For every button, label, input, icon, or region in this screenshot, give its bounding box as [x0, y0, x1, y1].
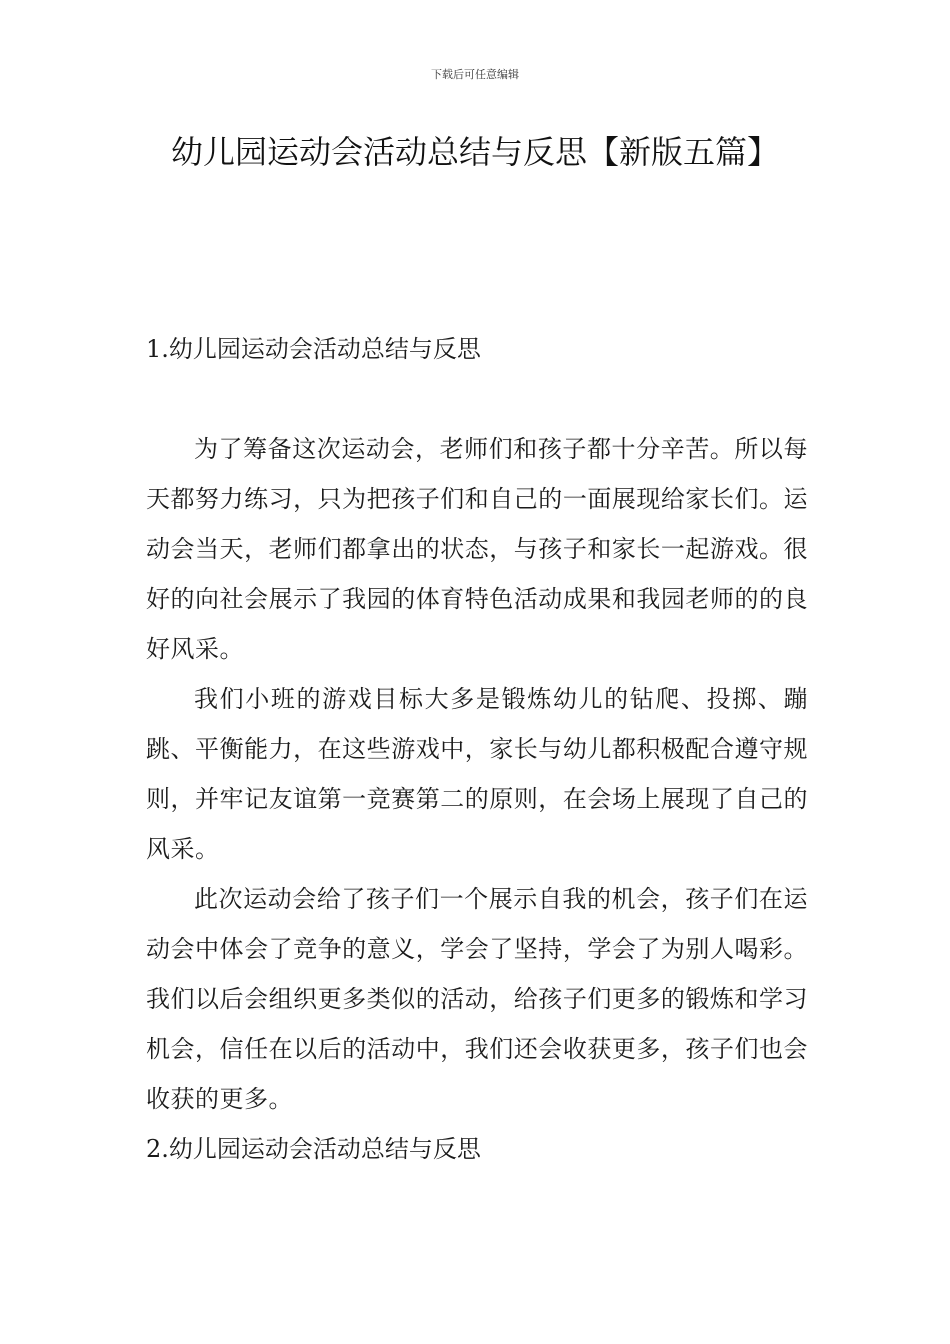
- section-heading-2: 2.幼儿园运动会活动总结与反思: [146, 1135, 481, 1163]
- section-heading-1: 1.幼儿园运动会活动总结与反思: [146, 335, 481, 363]
- header-note: 下载后可任意编辑: [431, 68, 519, 81]
- paragraph-2: 我们小班的游戏目标大多是锻炼幼儿的钻爬、投掷、蹦跳、平衡能力，在这些游戏中，家长与幼儿都积极配合遵守规则，并牢记友谊第一竞赛第二的原则，在会场上展现了自己的风采。: [146, 685, 808, 863]
- paragraph-1: 为了筹备这次运动会，老师们和孩子都十分辛苦。所以每天都努力练习，只为把孩子们和自己的一面展现给家长们。运动会当天，老师们都拿出的状态，与孩子和家长一起游戏。很好的向社会展示了我园的体育特色活动成果和我园老师的的良好风采。: [146, 435, 808, 663]
- paragraph-3: 此次运动会给了孩子们一个展示自我的机会，孩子们在运动会中体会了竞争的意义，学会了坚持，学会了为别人喝彩。我们以后会组织更多类似的活动，给孩子们更多的锻炼和学习机会，信任在以后的活动中，我们还会收获更多，孩子们也会收获的更多。: [146, 885, 808, 1113]
- document-body: [146, 324, 808, 1174]
- document-title: 幼儿园运动会活动总结与反思【新版五篇】: [170, 133, 779, 171]
